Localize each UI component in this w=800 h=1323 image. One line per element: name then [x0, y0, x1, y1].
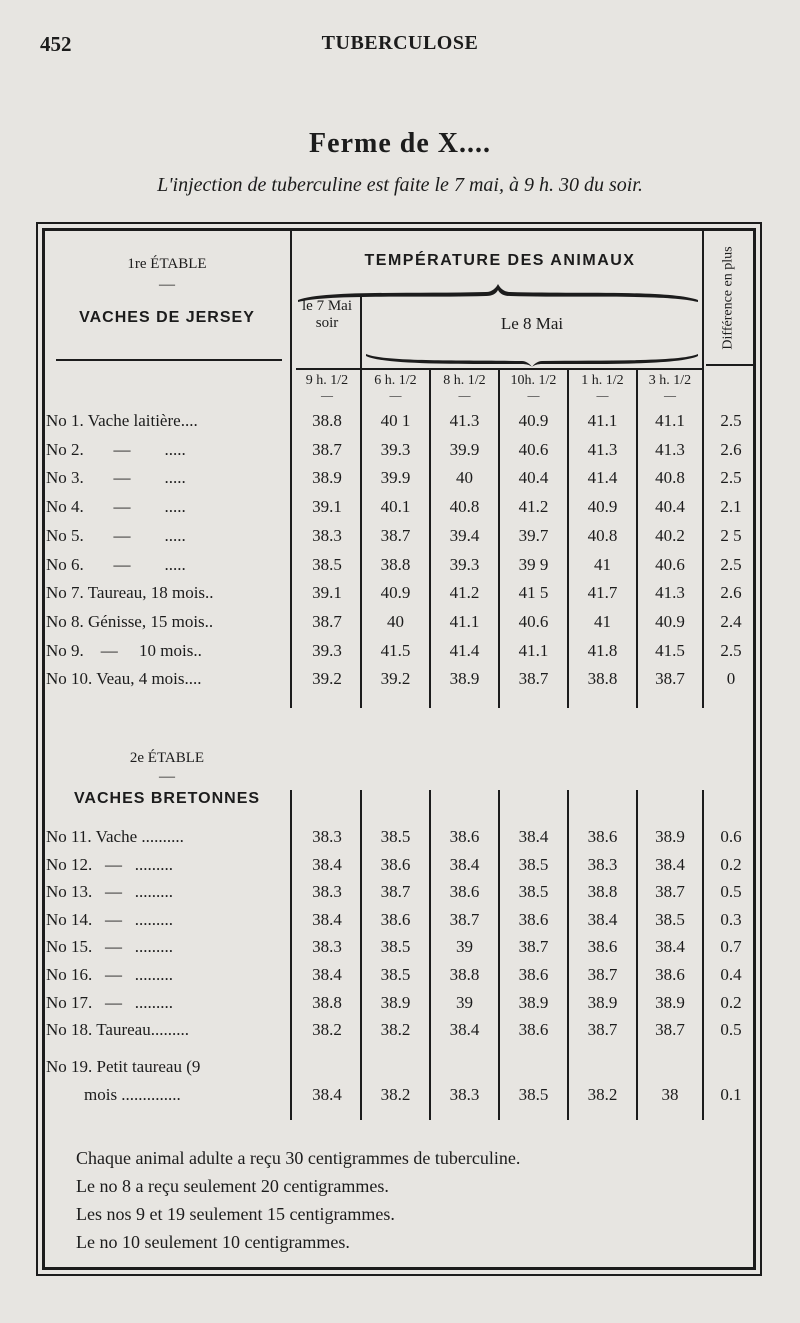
- column-dash: —: [321, 388, 333, 402]
- temperature-cell: 38.7: [380, 525, 411, 545]
- temperature-cell: 38.4: [587, 909, 618, 929]
- temperature-cell: 38.7: [312, 439, 342, 459]
- temperature-cell: 38.3: [449, 1085, 480, 1104]
- row-label: No 19. Petit taureau (9: [46, 1057, 201, 1076]
- temperature-cell: 38.2: [312, 1020, 342, 1040]
- temperature-cell: 38.7: [655, 882, 685, 902]
- running-head: TUBERCULOSE: [321, 32, 479, 54]
- temperature-cell: 40.6: [518, 439, 549, 459]
- temperature-cell: 38.3: [312, 525, 342, 545]
- temperature-cell: 38.3: [587, 854, 618, 874]
- difference-cell: 2.5: [720, 640, 742, 660]
- row-label: No 6. — .....: [46, 554, 186, 574]
- label-header-rule: [56, 359, 282, 361]
- note: Le no 8 a reçu seulement 20 centigrammes.: [76, 1176, 389, 1196]
- group1-heading: 1re ÉTABLE: [127, 256, 207, 272]
- column-dash: —: [596, 388, 609, 402]
- table-row: [46, 437, 760, 463]
- temperature-cell: 41.5: [655, 640, 685, 660]
- difference-cell: 0.2: [720, 854, 742, 874]
- table-row: [46, 962, 760, 988]
- temperature-cell: 38: [661, 1085, 679, 1104]
- temperature-cell: 38.5: [655, 909, 685, 929]
- temperature-cell: 40.6: [655, 554, 685, 574]
- temperature-cell: 41.7: [587, 583, 618, 603]
- difference-cell: 2.6: [720, 439, 742, 459]
- temperature-cell: 40.6: [518, 611, 549, 631]
- temperature-cell: 38.8: [449, 965, 480, 984]
- row-label: No 12. — .........: [46, 854, 174, 874]
- column-header: 3 h. 1/2: [648, 373, 692, 388]
- temperature-cell: 41: [594, 554, 611, 574]
- temperature-cell: 38.2: [587, 1085, 618, 1104]
- note: Le no 10 seulement 10 centigrammes.: [76, 1232, 350, 1252]
- temperature-cell: 38.8: [380, 554, 411, 574]
- table-row: [46, 494, 760, 520]
- diff-header-rule: [706, 364, 754, 366]
- temperature-cell: 41.3: [587, 439, 618, 459]
- difference-cell: 0.5: [720, 1020, 742, 1040]
- temperature-cell: 38.8: [587, 882, 618, 902]
- difference-cell: 0.6: [720, 827, 742, 846]
- table-row: [46, 907, 760, 933]
- temperature-cell: 40.8: [587, 525, 618, 545]
- difference-cell: 0.1: [720, 1085, 742, 1104]
- temperature-cell: 38.4: [655, 937, 685, 957]
- temperature-cell: 40: [456, 468, 473, 488]
- brace-may8: [364, 352, 700, 368]
- difference-cell: 0.4: [720, 965, 742, 984]
- temperature-cell: 38.5: [380, 965, 411, 984]
- row-label: No 7. Taureau, 18 mois..: [46, 583, 214, 603]
- temperature-cell: 38.4: [312, 965, 342, 984]
- row-label: No 11. Vache ..........: [46, 827, 184, 846]
- table-row: [46, 523, 760, 549]
- temperature-cell: 40.9: [518, 411, 549, 430]
- row-label: No 1. Vache laitière....: [46, 411, 198, 430]
- temperature-cell: 38.3: [312, 827, 342, 846]
- temperature-cell: 40.9: [587, 497, 618, 517]
- temperature-cell: 38.4: [449, 1020, 480, 1040]
- temperature-cell: 39.7: [518, 525, 549, 545]
- row-label: No 9. — 10 mois..: [46, 640, 202, 660]
- column-dash: —: [527, 388, 540, 402]
- temperature-cell: 40.1: [380, 497, 411, 517]
- temperature-cell: 38.4: [449, 854, 480, 874]
- column-header-rule: [296, 368, 702, 370]
- temperature-cell: 39: [456, 992, 473, 1012]
- temperature-cell: 38.6: [518, 965, 549, 984]
- row-label: No 18. Taureau.........: [46, 1020, 189, 1040]
- row-label: No 13. — .........: [46, 882, 174, 902]
- row-label: No 3. — .....: [46, 468, 186, 488]
- group2-breed: VACHES BRETONNES: [73, 790, 261, 807]
- temperature-cell: 38.8: [587, 669, 618, 689]
- temperature-cell: 38.7: [655, 1020, 685, 1040]
- temperature-cell: 39.3: [380, 439, 411, 459]
- temperature-cell: 41.3: [449, 411, 480, 430]
- row-label: mois ..............: [84, 1085, 181, 1104]
- temperature-cell: 38.6: [449, 882, 480, 902]
- temperature-cell: 39.1: [312, 583, 342, 603]
- temperature-cell: 38.7: [587, 1020, 618, 1040]
- temperature-cell: 39.2: [312, 669, 342, 689]
- row-label: No 8. Génisse, 15 mois..: [46, 611, 214, 631]
- temperature-cell: 41: [594, 611, 611, 631]
- temperature-cell: 38.9: [655, 827, 685, 846]
- row-label: No 15. — .........: [46, 937, 174, 957]
- table-row: [46, 552, 760, 578]
- may8-header: Le 8 Mai: [500, 314, 564, 333]
- difference-header-label: Différence en plus: [720, 246, 736, 350]
- temperature-cell: 38.9: [312, 468, 342, 488]
- temperature-cell: 38.5: [380, 937, 411, 957]
- table-row: [46, 465, 760, 491]
- temperature-cell: 38.8: [312, 411, 342, 430]
- table-row: [46, 990, 760, 1016]
- temperature-cell: 38.3: [312, 882, 342, 902]
- table-row: [46, 580, 760, 606]
- temperature-cell: 38.7: [587, 965, 618, 984]
- row-label: No 17. — .........: [46, 992, 174, 1012]
- difference-cell: 0.5: [720, 882, 742, 902]
- temperature-cell: 39.9: [380, 468, 411, 488]
- temperature-cell: 40.9: [655, 611, 685, 631]
- difference-cell: 0.3: [720, 909, 742, 929]
- note: Les nos 9 et 19 seulement 15 centigrammes.: [76, 1204, 395, 1224]
- temperature-cell: 38.5: [380, 827, 411, 846]
- temperature-cell: 39 9: [518, 554, 549, 574]
- temperature-cell: 40: [387, 611, 404, 631]
- table-row: [46, 852, 760, 878]
- temperature-cell: 39.1: [312, 497, 342, 517]
- temperature-cell: 41.1: [655, 411, 685, 430]
- temperature-cell: 38.5: [312, 554, 342, 574]
- temperature-cell: 39.4: [449, 525, 480, 545]
- row-label: No 10. Veau, 4 mois....: [46, 669, 202, 689]
- difference-cell: 2.4: [720, 611, 742, 631]
- note: Chaque animal adulte a reçu 30 centigrammes de tuberculine.: [76, 1148, 521, 1168]
- temperature-cell: 38.6: [518, 909, 549, 929]
- row-label: No 16. — .........: [46, 965, 174, 984]
- temperature-cell: 38.5: [518, 1085, 549, 1104]
- temperature-cell: 38.4: [312, 909, 342, 929]
- temperature-cell: 38.4: [312, 1085, 342, 1104]
- temperature-header: TEMPÉRATURE DES ANIMAUX: [364, 252, 636, 269]
- row-label: No 2. — .....: [46, 439, 186, 459]
- difference-cell: 2.5: [720, 554, 742, 574]
- temperature-cell: 41.2: [449, 583, 480, 603]
- temperature-cell: 40 1: [380, 411, 411, 430]
- difference-cell: 2.5: [720, 411, 742, 430]
- temperature-cell: 38.7: [312, 611, 342, 631]
- temperature-cell: 41.1: [518, 640, 549, 660]
- group2-dash: —: [159, 768, 175, 785]
- temperature-cell: 38.7: [655, 669, 685, 689]
- temperature-cell: 38.7: [449, 909, 480, 929]
- temperature-cell: 38.9: [449, 669, 480, 689]
- may7-header: le 7 Mai soir: [302, 298, 352, 331]
- temperature-cell: 41.1: [449, 611, 480, 631]
- temperature-cell: 39.3: [449, 554, 480, 574]
- temperature-cell: 38.5: [518, 854, 549, 874]
- temperature-cell: 38.2: [380, 1085, 411, 1104]
- column-dash: —: [458, 388, 471, 402]
- temperature-cell: 38.6: [380, 909, 411, 929]
- temperature-cell: 38.8: [312, 992, 342, 1012]
- difference-cell: 0: [726, 669, 736, 689]
- page-title: Ferme de X....: [309, 128, 491, 159]
- page-number: 452: [40, 32, 72, 56]
- column-header: 1 h. 1/2: [581, 373, 624, 388]
- table-row: [46, 408, 760, 434]
- row-label: No 14. — .........: [46, 909, 174, 929]
- row-label: No 4. — .....: [46, 497, 186, 517]
- difference-cell: 0.7: [720, 937, 742, 957]
- table-row: [46, 638, 760, 664]
- temperature-cell: 40.4: [518, 468, 549, 488]
- temperature-cell: 41.3: [655, 583, 685, 603]
- table-row: [46, 1017, 760, 1043]
- temperature-cell: 41.2: [518, 497, 549, 517]
- difference-cell: 2.6: [720, 583, 742, 603]
- difference-cell: 2.1: [720, 497, 742, 517]
- temperature-cell: 40.9: [380, 583, 411, 603]
- temperature-cell: 38.6: [449, 827, 480, 846]
- temperature-cell: 40.4: [655, 497, 685, 517]
- temperature-cell: 38.6: [380, 854, 411, 874]
- temperature-cell: 38.4: [312, 854, 342, 874]
- temperature-cell: 41.1: [587, 411, 618, 430]
- temperature-cell: 38.7: [518, 937, 549, 957]
- temperature-cell: 39.2: [380, 669, 411, 689]
- temperature-cell: 39: [456, 937, 473, 957]
- temperature-cell: 38.6: [587, 937, 618, 957]
- temperature-cell: 38.9: [518, 992, 549, 1012]
- column-dash: —: [389, 388, 402, 402]
- column-dash: —: [664, 388, 676, 402]
- table-row: [46, 666, 760, 692]
- temperature-cell: 40.2: [655, 525, 685, 545]
- temperature-cell: 38.2: [380, 1020, 411, 1040]
- table-row: [46, 1082, 760, 1108]
- table-row: [46, 934, 760, 960]
- temperature-cell: 38.6: [518, 1020, 549, 1040]
- column-header: 6 h. 1/2: [374, 373, 417, 388]
- subtitle: L'injection de tuberculine est faite le 7 mai, à 9 h. 30 du soir.: [157, 174, 643, 196]
- temperature-cell: 41.4: [587, 468, 618, 488]
- temperature-cell: 41.4: [449, 640, 480, 660]
- column-header: 9 h. 1/2: [305, 373, 349, 388]
- temperature-cell: 38.6: [587, 827, 618, 846]
- temperature-cell: 38.5: [518, 882, 549, 902]
- column-header: 10h. 1/2: [510, 373, 557, 388]
- temperature-cell: 41.3: [655, 439, 685, 459]
- temperature-cell: 38.7: [380, 882, 411, 902]
- group1-dash: —: [159, 276, 175, 293]
- difference-cell: 0.2: [720, 992, 742, 1012]
- temperature-cell: 38.4: [655, 854, 685, 874]
- table-row: [46, 824, 760, 850]
- temperature-cell: 40.8: [655, 468, 685, 488]
- temperature-cell: 39.9: [449, 439, 480, 459]
- table-row: [46, 879, 760, 905]
- difference-cell: 2.5: [720, 468, 742, 488]
- row-label: No 5. — .....: [46, 525, 186, 545]
- temperature-cell: 39.3: [312, 640, 342, 660]
- temperature-cell: 40.8: [449, 497, 480, 517]
- difference-cell: 2 5: [720, 525, 742, 545]
- temperature-cell: 41.5: [380, 640, 411, 660]
- temperature-cell: 38.9: [655, 992, 685, 1012]
- temperature-cell: 38.3: [312, 937, 342, 957]
- temperature-cell: 38.7: [518, 669, 549, 689]
- column-header: 8 h. 1/2: [443, 373, 486, 388]
- group1-breed: VACHES DE JERSEY: [79, 309, 255, 326]
- temperature-cell: 41 5: [518, 583, 549, 603]
- temperature-cell: 41.8: [587, 640, 618, 660]
- temperature-cell: 38.9: [380, 992, 411, 1012]
- difference-header: [700, 246, 760, 350]
- temperature-cell: 38.4: [518, 827, 549, 846]
- table-row: [46, 1054, 760, 1080]
- table-row: [46, 609, 760, 635]
- group2-heading: 2e ÉTABLE: [129, 750, 205, 766]
- temperature-cell: 38.6: [655, 965, 685, 984]
- temperature-cell: 38.9: [587, 992, 618, 1012]
